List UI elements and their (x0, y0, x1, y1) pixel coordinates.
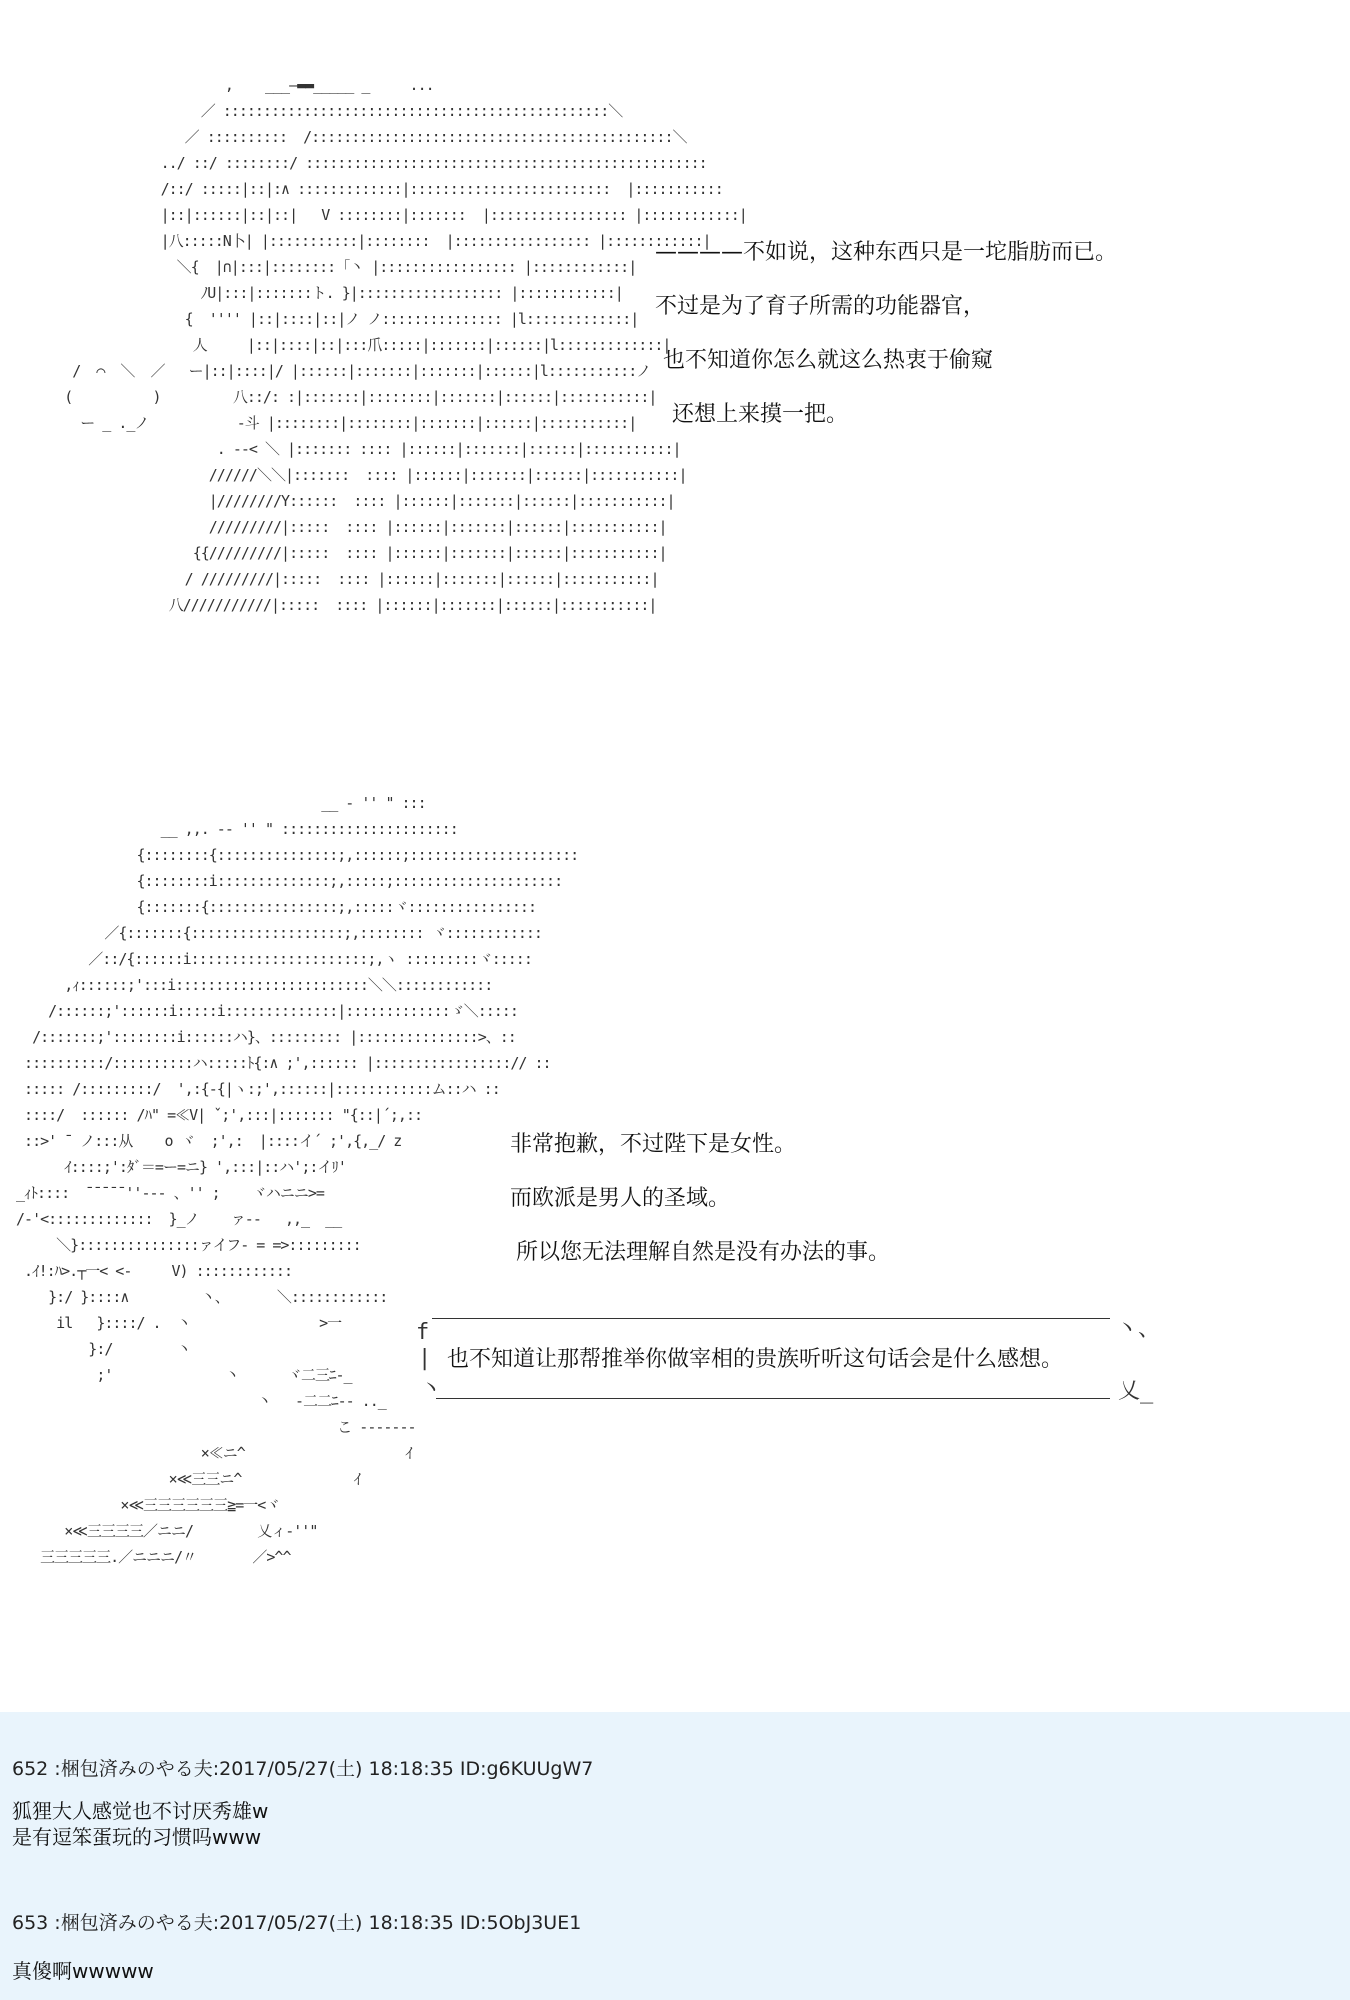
dialogue-line: 非常抱歉，不过陛下是女性。 (510, 1132, 797, 1157)
dialogue-line: 不过是为了育子所需的功能器官， (655, 294, 986, 319)
bubble-text: 也不知道让那帮推举你做宰相的贵族听听这句话会是什么感想。 (447, 1347, 1064, 1372)
comment-line: 是有逗笨蛋玩的习惯吗www (12, 1825, 262, 1849)
comment-header: 652 :梱包済みのやる夫:2017/05/27(土) 18:18:35 ID:g6KUUgW7 (12, 1758, 594, 1780)
dialogue-line: 所以您无法理解自然是没有办法的事。 (516, 1240, 891, 1265)
dialogue-line: 而欧派是男人的圣域。 (510, 1186, 731, 1211)
dialogue-line: 也不知道你怎么就这么热衷于偷窥 (663, 348, 994, 373)
comment-section (0, 1712, 1350, 2000)
ascii-art-top: , ___—▬▬_____ _ ... ／ ::::::::::::::::::::::::::::::::::::::::::::::::＼ ／ :::::::::: /:::::::::::::::::::::::::::::::::::::::::::::＼ ../ ::/ ::::::::/ :::::::::::::::::::::::::::::::::::::::::::::::::: /::/ :::::|::|:∧ :::::::::::::|::::::::::::::::::::::::: |::::::::::: |::|::::::|::|::| V ::::::::|::::::: |::::::::::::::::: |::::::::::::| |八:::::N卜| |:::::::::::|:::::::: |::::::::::::::::: |::::::::::::| ＼{ |∩|:::|::::::::「丶 |::::::::::::::::: |::::::::::::| ﾉU|:::|:::::::ト. }|:::::::::::::::::: |::::::::::::| { '''' |::|::::|::|ノ ノ::::::::::::::: |l:::::::::::::| 人 |::|::::|::|:::爪:::::|:::::::|::::::|l:::::::::::::| / ⌒ ＼ ／ ー|::|::::|/ |::::::|:::::::|:::::::|::::::|l:::::::::::ノ ( ) 八::/: :|:::::::|::::::::|:::::::|::::::|:::::::::::| ー _ ._ノ -斗 |::::::::|::::::::|:::::::|::::::|:::::::::::| . ‐‐< ＼ |::::::: :::: |::::::|:::::::|::::::|:::::::::::| //////＼＼|::::::: :::: |::::::|:::::::|::::::|:::::::::::| |////////Y:::::: :::: |::::::|:::::::|::::::|:::::::::::| /////////|::::: :::: |::::::|:::::::|::::::|:::::::::::| {{/////////|::::: :::: |::::::|:::::::|::::::|:::::::::::| / /////////|::::: :::: |::::::|:::::::|::::::|:::::::::::| 八///////////|::::: :::: |::::::|:::::::|::::::|:::::::::::| (64, 76, 747, 614)
dialogue-line: ————不如说，这种东西只是一坨脂肪而已。 (655, 240, 1118, 265)
bubble-left-mark: f (416, 1320, 430, 1345)
art-panel: , ___—▬▬_____ _ ... ／ ::::::::::::::::::::::::::::::::::::::::::::::::＼ ／ :::::::::: /:::::::::::::::::::::::::::::::::::::::::::::＼ ../ ::/ ::::::::/ :::::::::::::::::::::::::::::::::::::::::::::::::: /::/ :::::|::|:∧ :::::::::::::|::::::::::::::::::::::::: |::::::::::: |::|::::::|::|::| V ::::::::|::::::: |::::::::::::::::: |::::::::::::| |八:::::N卜| |:::::::::::|:::::::: |::::::::::::::::: |::::::::::::| ＼{ |∩|:::|::::::::「丶 |::::::::::::::::: |::::::::::::| ﾉU|:::|:::::::ト. }|:::::::::::::::::: |::::::::::::| { '''' |::|::::|::|ノ ノ::::::::::::::: |l:::::::::::::| 人 |::|::::|::|:::爪:::::|:::::::|::::::|l:::::::::::::| / ⌒ ＼ ／ ー|::|::::|/ |::::::|:::::::|:::::::|::::::|l:::::::::::ノ ( ) 八::/: :|:::::::|::::::::|:::::::|::::::|:::::::::::| ー _ ._ノ -斗 |::::::::|::::::::|:::::::|::::::|:::::::::::| . ‐‐< ＼ |::::::: :::: |::::::|:::::::|::::::|:::::::::::| //////＼＼|::::::: :::: |::::::|:::::::|::::::|:::::::::::| |////////Y:::::: :::: |::::::|:::::::|::::::|:::::::::::| /////////|::::: :::: |::::::|:::::::|::::::|:::::::::::| {{/////////|::::: :::: |::::::|:::::::|::::::|:::::::::::| / /////////|::::: :::: |::::::|:::::::|::::::|:::::::::::| 八///////////|::::: :::: |::::::|:::::::|::::::|:::::::::::| ————不如说，这种东西只是一坨脂肪而已。 不过是为了育子所需的功能器官， 也不知道你怎么就这么热衷于偷窥 还想上来摸一把。 __ ‐ '' " ::: __ ,,. -- '' " :::::::::::::::::::::: {::::::::{:::::::::::::::;,::::::;::::::::::::::::::::: {::::::::i::::::::::::::;,:::::;::::::::::::::::::::: {:::::::{::::::::::::::::;,:::::ヾ:::::::::::::::: ／{:::::::{:::::::::::::::::::;,:::::::: ヾ:::::::::::: ／::/{::::::i::::::::::::::::::::::;,ヽ :::::::::ヾ::::: ,ｨ::::::;':::i::::::::::::::::::::::::＼＼:::::::::::: /::::::;'::::::i:::::i::::::::::::::|:::::::::::::ゞ＼::::: /:::::::;'::::::::i::::::ハ}、::::::::: |:::::::::::::::>、:: ::::::::::/::::::::::ハ:::::ﾄ{:∧ ;',:::::: |:::::::::::::::::// :: ::::: /:::::::::/ ',:{‐{|ヽ:;',::::::|::::::::::::ム::ハ :: ::::/ :::::: /ﾊ" =≪V| ˇ;',:::|::::::: "{::|´;,:: ::>' ¯ ノ:::从 o ヾ ;',: |::::イ´ ;',{,_/ z ｲ::::;':ﾀﾞ＝=ー=ニ} ',:::|::ハ';:イﾘ' _ｨﾄ:::: ¯¯¯¯¯''--- 、'' ; ヾハニニ>= /-'<::::::::::::: }_ノ ァ-- ,,_ __ ＼}:::::::::::::::ァイフ- = =>::::::::: .ｲ!:ﾊ>.┬一< <‐ V) :::::::::::: }:/ }::::∧ 丶、 ＼:::::::::::: il }::::/ . 丶 >一 }:/ 丶 ;' 丶 ヾ二三ﾆ-_ 丶 ‐二二ﾆ-‐ .._ こ ‐‐‐‐‐‐- ×≪ニ^ ｲ ×≪三三ニ^ ｲ ×≪三三三三三三≧=一<ヾ ×≪三三三三／ニニ/ 乂ィ-''" 三三三三三.／ニニニ/〃 ／>^^ 非常抱歉，不过陛下是女性。 而欧派是男人的圣域。 所以您无法理解自然是没有办法的事。 f | 丶、 也不知道让那帮推举你做宰相的贵族听听这句话会是什么感想。 丶 乂_ (0, 0, 1350, 1712)
ascii-art-bottom: __ ‐ '' " ::: __ ,,. -- '' " :::::::::::::::::::::: {::::::::{:::::::::::::::;,::::::;::::::::::::::::::::: {::::::::i::::::::::::::;,:::::;::::::::::::::::::::: {:::::::{::::::::::::::::;,:::::ヾ:::::::::::::::: ／{:::::::{:::::::::::::::::::;,:::::::: ヾ:::::::::::: ／::/{::::::i::::::::::::::::::::::;,ヽ :::::::::ヾ::::: ,ｨ::::::;':::i::::::::::::::::::::::::＼＼:::::::::::: /::::::;'::::::i:::::i::::::::::::::|:::::::::::::ゞ＼::::: /:::::::;'::::::::i::::::ハ}、::::::::: |:::::::::::::::>、:: ::::::::::/::::::::::ハ:::::ﾄ{:∧ ;',:::::: |:::::::::::::::::// :: ::::: /:::::::::/ ',:{‐{|ヽ:;',::::::|::::::::::::ム::ハ :: ::::/ :::::: /ﾊ" =≪V| ˇ;',:::|::::::: "{::|´;,:: ::>' ¯ ノ:::从 o ヾ ;',: |::::イ´ ;',{,_/ z ｲ::::;':ﾀﾞ＝=ー=ニ} ',:::|::ハ';:イﾘ' _ｨﾄ:::: ¯¯¯¯¯''--- 、'' ; ヾハニニ>= /-'<::::::::::::: }_ノ ァ-- ,,_ __ ＼}:::::::::::::::ァイフ- = =>::::::::: .ｲ!:ﾊ>.┬一< <‐ V) :::::::::::: }:/ }::::∧ 丶、 ＼:::::::::::: il }::::/ . 丶 >一 }:/ 丶 ;' 丶 ヾ二三ﾆ-_ 丶 ‐二二ﾆ-‐ .._ こ ‐‐‐‐‐‐- ×≪ニ^ ｲ ×≪三三ニ^ ｲ ×≪三三三三三三≧=一<ヾ ×≪三三三三／ニニ/ 乂ィ-''" 三三三三三.／ニニニ/〃 ／>^^ (16, 794, 579, 1566)
dialogue-line: 还想上来摸一把。 (672, 402, 849, 427)
bubble-right-mark: 乂_ (1118, 1379, 1154, 1404)
comment-header: 653 :梱包済みのやる夫:2017/05/27(土) 18:18:35 ID:5ObJ3UE1 (12, 1912, 582, 1934)
comment-line: 真傻啊wwwww (12, 1959, 154, 1983)
comment-line: 狐狸大人感觉也不讨厌秀雄w (12, 1799, 269, 1823)
